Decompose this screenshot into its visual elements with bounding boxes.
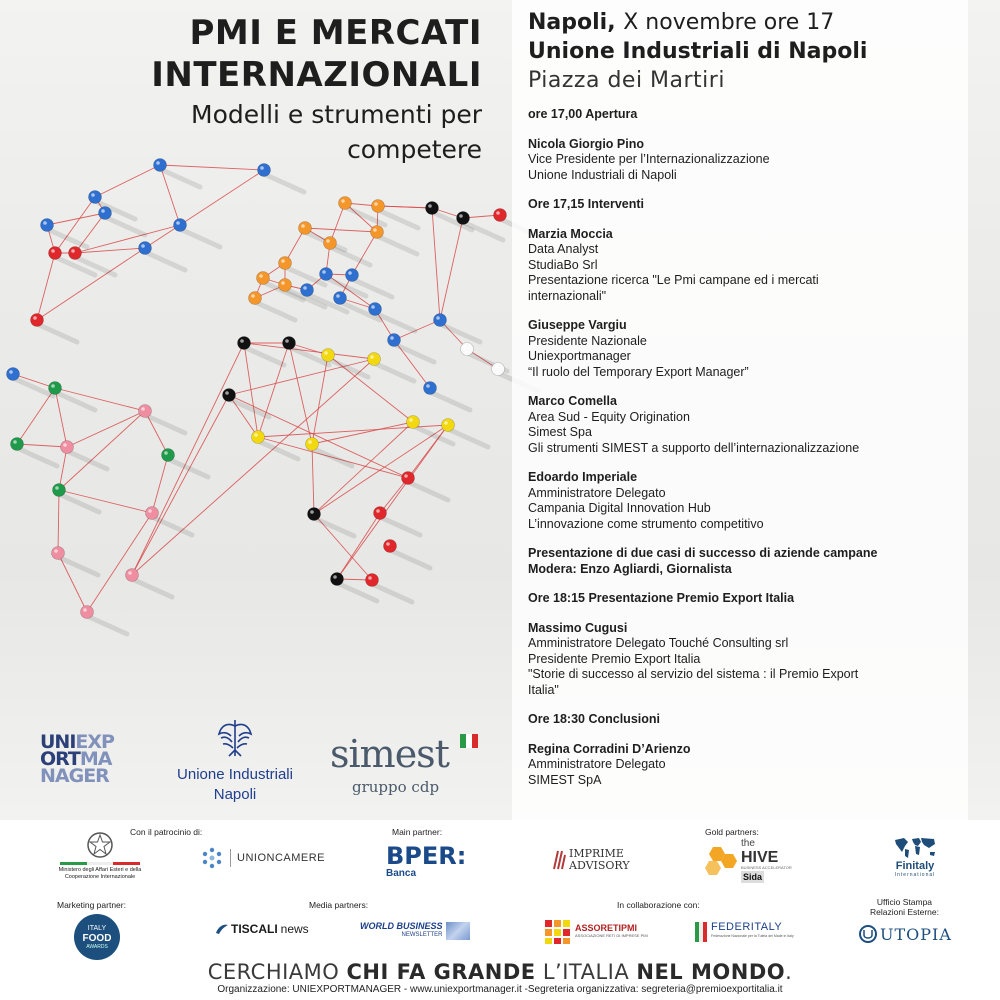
italian-emblem-icon bbox=[85, 830, 115, 860]
pin-shadow bbox=[55, 392, 95, 410]
unione-logo-line-1: Unione Industriali bbox=[177, 766, 293, 783]
thread-line bbox=[312, 444, 314, 514]
speaker-line: Uniexportmanager bbox=[528, 349, 631, 363]
thread-line bbox=[352, 232, 377, 275]
speaker-line: L’innovazione come strumento competitivo bbox=[528, 516, 764, 531]
program-panel bbox=[512, 0, 968, 820]
map-pin bbox=[174, 219, 187, 232]
pin-highlight bbox=[494, 365, 498, 369]
thread-line bbox=[87, 513, 152, 612]
pin-highlight bbox=[303, 286, 307, 290]
pin-highlight bbox=[251, 294, 255, 298]
map-pin bbox=[49, 247, 62, 260]
speaker-line: Presidente Nazionale bbox=[528, 333, 647, 348]
map-pin bbox=[49, 382, 62, 395]
pin-highlight bbox=[341, 199, 345, 203]
pin-highlight bbox=[376, 509, 380, 513]
speaker-line: “Il ruolo del Temporary Export Manager” bbox=[528, 364, 749, 379]
pin-highlight bbox=[428, 204, 432, 208]
pin-shadow bbox=[374, 363, 414, 381]
map-pin bbox=[257, 272, 270, 285]
map-pin bbox=[324, 237, 337, 250]
map-pin bbox=[139, 405, 152, 418]
thread-line bbox=[132, 359, 374, 575]
tiscali-swoosh-icon bbox=[215, 923, 229, 935]
pin-highlight bbox=[409, 418, 413, 422]
ministero-logo bbox=[55, 830, 145, 880]
hive-line-2: HIVE bbox=[741, 849, 779, 866]
ufficio-line-2: Relazioni Esterne: bbox=[870, 907, 939, 917]
pin-highlight bbox=[141, 407, 145, 411]
speaker-line: Gli strumenti SIMEST a supporto dell’internazionalizzazione bbox=[528, 440, 860, 455]
speaker-line: Vice Presidente per l’Internazionalizzazione bbox=[528, 152, 770, 166]
speaker-line: SIMEST SpA bbox=[528, 772, 602, 787]
federitaly-logo bbox=[695, 922, 794, 942]
pin-shadow bbox=[229, 399, 269, 417]
pin-shadow bbox=[17, 448, 57, 466]
pin-shadow bbox=[67, 451, 107, 469]
pin-highlight bbox=[164, 451, 168, 455]
map-pin bbox=[53, 484, 66, 497]
thread-line bbox=[180, 170, 264, 225]
ministero-name: Ministero degli Affari Esteri e della Cooperazione Internazionale bbox=[58, 867, 142, 880]
venue-place: Piazza dei Martiri bbox=[528, 68, 725, 93]
pin-highlight bbox=[463, 345, 467, 349]
ufficio-stampa-label bbox=[870, 897, 939, 917]
uni-logo-row-3: NAGER bbox=[40, 765, 109, 787]
map-pin bbox=[372, 200, 385, 213]
pin-highlight bbox=[386, 542, 390, 546]
pin-highlight bbox=[444, 421, 448, 425]
map-pin bbox=[61, 441, 74, 454]
pin-shadow bbox=[408, 482, 448, 500]
patrocinio-label: Con il patrocinio di: bbox=[130, 827, 203, 837]
map-pin bbox=[320, 268, 333, 281]
map-pin bbox=[238, 337, 251, 350]
federitaly-sub: Federazione Nazionale per la Tutela del Made in Italy bbox=[711, 934, 794, 938]
thread-line bbox=[95, 165, 160, 197]
map-pin bbox=[252, 431, 265, 444]
thread-line bbox=[432, 208, 440, 320]
finitaly-sub: International bbox=[894, 872, 936, 878]
map-pin bbox=[279, 257, 292, 270]
utopia-logo bbox=[858, 924, 952, 944]
pin-highlight bbox=[13, 440, 17, 444]
federitaly-name: FEDERITALY bbox=[711, 921, 783, 933]
pin-highlight bbox=[260, 166, 264, 170]
imprime-line-1: IMPRIME bbox=[569, 847, 624, 860]
italyfood-line-1: ITALY bbox=[87, 924, 107, 932]
speaker-line: Amministratore Delegato bbox=[528, 757, 666, 771]
map-pin bbox=[279, 279, 292, 292]
pin-highlight bbox=[51, 384, 55, 388]
map-pin bbox=[306, 438, 319, 451]
subtitle-line-2: competere bbox=[347, 135, 482, 164]
tiscali-name: TISCALI bbox=[231, 922, 278, 936]
assoretipmi-logo bbox=[545, 920, 648, 944]
pin-highlight bbox=[33, 316, 37, 320]
map-pin bbox=[434, 314, 447, 327]
pin-shadow bbox=[132, 579, 172, 597]
agenda-speaker bbox=[528, 621, 968, 699]
speaker-name: Massimo Cugusi bbox=[528, 620, 628, 635]
pin-highlight bbox=[176, 221, 180, 225]
speaker-line: Italia" bbox=[528, 682, 559, 697]
speaker-line: Area Sud - Equity Origination bbox=[528, 409, 690, 424]
thread-line bbox=[305, 228, 377, 232]
pin-highlight bbox=[390, 336, 394, 340]
pin-highlight bbox=[308, 440, 312, 444]
agenda-cases bbox=[528, 546, 968, 577]
agenda-opening: ore 17,00 Apertura bbox=[528, 107, 638, 121]
pin-shadow bbox=[168, 459, 208, 477]
title-block bbox=[0, 12, 482, 166]
wbn-line-2: NEWSLETTER bbox=[401, 932, 443, 938]
agenda-speaker bbox=[528, 470, 968, 532]
agenda-speaker bbox=[528, 394, 968, 456]
hive-hexagons-icon bbox=[703, 845, 739, 877]
pin-shadow bbox=[314, 518, 354, 536]
speaker-line: Presentazione ricerca "Le Pmi campane ed i mercati bbox=[528, 273, 819, 287]
pin-highlight bbox=[373, 228, 377, 232]
bper-logo bbox=[386, 844, 466, 879]
italyfood-line-2: FOOD bbox=[82, 932, 112, 944]
pin-highlight bbox=[43, 221, 47, 225]
utopia-name: UTOPIA bbox=[880, 924, 952, 944]
speaker-name: Nicola Giorgio Pino bbox=[528, 136, 644, 151]
speaker-line: Amministratore Delegato Touché Consulting srl bbox=[528, 636, 789, 650]
map-pin bbox=[426, 202, 439, 215]
ufficio-line-1: Ufficio Stampa bbox=[876, 897, 933, 907]
pin-highlight bbox=[310, 510, 314, 514]
pin-shadow bbox=[145, 252, 185, 270]
thread-line bbox=[67, 411, 145, 447]
venue-city-date bbox=[528, 8, 968, 37]
map-pin bbox=[81, 606, 94, 619]
map-pin bbox=[299, 222, 312, 235]
pin-shadow bbox=[430, 392, 470, 410]
world-map-icon bbox=[892, 834, 938, 860]
map-pin bbox=[11, 438, 24, 451]
imprime-stripes-icon bbox=[552, 849, 566, 871]
map-pin bbox=[322, 349, 335, 362]
agenda-speaker bbox=[528, 742, 968, 789]
map-pin bbox=[99, 207, 112, 220]
map-pin bbox=[492, 363, 505, 376]
map-pin bbox=[41, 219, 54, 232]
pin-highlight bbox=[326, 239, 330, 243]
media-partners-label: Media partners: bbox=[309, 900, 369, 910]
pin-shadow bbox=[380, 517, 420, 535]
pin-highlight bbox=[259, 274, 263, 278]
agenda-speaker bbox=[528, 227, 968, 305]
map-pin bbox=[374, 507, 387, 520]
hive-tagline: BUSINESS ACCELERATOR bbox=[741, 865, 792, 870]
pin-shadow bbox=[258, 441, 298, 459]
utopia-circle-icon bbox=[858, 924, 878, 944]
speaker-name: Marzia Moccia bbox=[528, 226, 613, 241]
tagline-part: CERCHIAMO bbox=[207, 960, 347, 984]
pin-highlight bbox=[128, 571, 132, 575]
map-pin bbox=[308, 508, 321, 521]
pin-highlight bbox=[404, 474, 408, 478]
speaker-name: Giuseppe Vargiu bbox=[528, 318, 627, 332]
map-pin bbox=[331, 573, 344, 586]
agenda-closing: Ore 18:30 Conclusioni bbox=[528, 712, 660, 726]
italian-flag-icon bbox=[460, 734, 478, 748]
pin-highlight bbox=[281, 259, 285, 263]
thread-line bbox=[17, 444, 67, 447]
unione-industriali-logo bbox=[160, 716, 310, 805]
map-pin bbox=[126, 569, 139, 582]
map-pin bbox=[407, 416, 420, 429]
map-pin bbox=[457, 212, 470, 225]
map-pin bbox=[368, 353, 381, 366]
pin-shadow bbox=[390, 550, 430, 568]
the-hive-logo bbox=[703, 838, 792, 883]
speaker-line: Presidente Premio Export Italia bbox=[528, 651, 701, 666]
finitaly-name: Finitaly bbox=[895, 860, 935, 872]
map-pin bbox=[494, 209, 507, 222]
speaker-line: Unione Industriali di Napoli bbox=[528, 167, 677, 182]
map-pin bbox=[366, 574, 379, 587]
federitaly-flag-icon bbox=[695, 922, 707, 942]
pin-highlight bbox=[254, 433, 258, 437]
map-pin bbox=[346, 269, 359, 282]
venue-organization: Unione Industriali di Napoli bbox=[528, 39, 868, 64]
thread-line bbox=[440, 218, 463, 320]
cases-line-2: Modera: Enzo Agliardi, Giornalista bbox=[528, 561, 732, 576]
pin-highlight bbox=[9, 370, 13, 374]
map-pin bbox=[89, 191, 102, 204]
map-pin bbox=[146, 507, 159, 520]
thread-line bbox=[58, 490, 59, 553]
tagline-part: . bbox=[785, 960, 793, 984]
imprime-advisory-logo bbox=[552, 848, 630, 872]
marketing-partner-label: Marketing partner: bbox=[57, 900, 126, 910]
speaker-line: "Storie di successo al servizio del sistema : il Premio Export bbox=[528, 667, 859, 681]
pin-highlight bbox=[426, 384, 430, 388]
imprime-line-2: ADVISORY bbox=[569, 859, 630, 872]
unione-logo-line-2: Napoli bbox=[213, 786, 257, 803]
uniexportmanager-logo bbox=[40, 731, 130, 787]
italyfood-line-3: AWARDS bbox=[86, 943, 108, 950]
agenda-speaker bbox=[528, 137, 968, 184]
pin-highlight bbox=[55, 486, 59, 490]
thread-line bbox=[314, 425, 448, 514]
pin-highlight bbox=[459, 214, 463, 218]
pin-shadow bbox=[145, 415, 185, 433]
pin-shadow bbox=[105, 217, 145, 235]
pin-shadow bbox=[330, 247, 370, 265]
pin-highlight bbox=[285, 339, 289, 343]
pin-shadow bbox=[264, 174, 304, 192]
uni-logo-row-2: ORTMA bbox=[40, 748, 112, 770]
pin-highlight bbox=[51, 249, 55, 253]
pin-highlight bbox=[91, 193, 95, 197]
map-pin bbox=[52, 547, 65, 560]
unioncamere-snowflake-icon bbox=[200, 846, 224, 870]
pin-highlight bbox=[368, 576, 372, 580]
pin-shadow bbox=[255, 302, 295, 320]
thread-line bbox=[337, 425, 448, 579]
tiscali-news: news bbox=[280, 922, 309, 936]
map-pin bbox=[7, 368, 20, 381]
speaker-line: StudiaBo Srl bbox=[528, 257, 598, 272]
map-pin bbox=[249, 292, 262, 305]
speaker-line: Data Analyst bbox=[528, 242, 599, 256]
map-pin bbox=[301, 284, 314, 297]
pin-highlight bbox=[101, 209, 105, 213]
simest-wordmark: simest bbox=[330, 732, 449, 776]
pin-shadow bbox=[312, 448, 352, 466]
map-pin bbox=[283, 337, 296, 350]
tagline-part-bold: NEL MONDO bbox=[636, 960, 786, 984]
pin-highlight bbox=[322, 270, 326, 274]
map-pin bbox=[139, 242, 152, 255]
subtitle-line-1: Modelli e strumenti per bbox=[191, 100, 482, 129]
speaker-name: Marco Comella bbox=[528, 394, 617, 408]
speaker-name: Regina Corradini D’Arienzo bbox=[528, 741, 691, 756]
map-pin bbox=[339, 197, 352, 210]
map-pin bbox=[388, 334, 401, 347]
finitaly-logo bbox=[880, 834, 950, 878]
assoretipmi-squares-icon bbox=[545, 920, 571, 944]
unioncamere-name: UNIONCAMERE bbox=[237, 852, 326, 864]
map-pin bbox=[402, 472, 415, 485]
pin-shadow bbox=[47, 229, 87, 247]
cases-line-1: Presentazione di due casi di successo di aziende campane bbox=[528, 546, 878, 560]
pin-highlight bbox=[496, 211, 500, 215]
bper-sub: Banca bbox=[386, 868, 417, 879]
pin-highlight bbox=[333, 575, 337, 579]
venue-city: Napoli, bbox=[528, 10, 616, 35]
speaker-line: Amministratore Delegato bbox=[528, 485, 666, 500]
pin-highlight bbox=[374, 202, 378, 206]
tagline-part: L’ITALIA bbox=[535, 960, 637, 984]
pin-highlight bbox=[148, 509, 152, 513]
footer-tagline bbox=[0, 960, 1000, 984]
map-pin bbox=[442, 419, 455, 432]
pin-highlight bbox=[63, 443, 67, 447]
tagline-part-bold: CHI FA GRANDE bbox=[346, 960, 536, 984]
pin-shadow bbox=[87, 616, 127, 634]
map-pin bbox=[334, 292, 347, 305]
simest-subtitle: gruppo cdp bbox=[352, 778, 440, 796]
agenda bbox=[528, 107, 968, 788]
pin-highlight bbox=[141, 244, 145, 248]
pin-highlight bbox=[83, 608, 87, 612]
unioncamere-logo bbox=[200, 846, 325, 870]
map-pin bbox=[223, 389, 236, 402]
main-partner-label: Main partner: bbox=[392, 827, 443, 837]
agenda-interventi: Ore 17,15 Interventi bbox=[528, 197, 645, 211]
map-pin bbox=[424, 382, 437, 395]
pin-highlight bbox=[54, 549, 58, 553]
pin-highlight bbox=[370, 355, 374, 359]
sida-logo: Sida bbox=[743, 872, 763, 882]
pin-highlight bbox=[336, 294, 340, 298]
title-line-2: INTERNAZIONALI bbox=[151, 55, 482, 95]
pin-highlight bbox=[436, 316, 440, 320]
thread-line bbox=[337, 513, 380, 579]
pin-highlight bbox=[71, 249, 75, 253]
venue-date: X novembre ore 17 bbox=[623, 10, 835, 35]
pin-shadow bbox=[440, 324, 480, 342]
wbn-line-1: WORLD BUSINESS bbox=[360, 921, 443, 931]
agenda-premio: Ore 18:15 Presentazione Premio Export Italia bbox=[528, 591, 795, 605]
map-pin bbox=[31, 314, 44, 327]
eagle-icon bbox=[213, 716, 257, 760]
uni-logo-row-1: UNIEXP bbox=[40, 731, 114, 753]
title-line-1: PMI E MERCATI bbox=[189, 13, 482, 53]
thread-line bbox=[152, 455, 168, 513]
thread-line bbox=[244, 343, 258, 437]
map-pin bbox=[461, 343, 474, 356]
pin-shadow bbox=[377, 236, 417, 254]
pin-shadow bbox=[37, 324, 77, 342]
thread-line bbox=[55, 197, 95, 253]
thread-line bbox=[132, 343, 244, 575]
pin-highlight bbox=[225, 391, 229, 395]
agenda-speaker bbox=[528, 318, 968, 380]
map-pin bbox=[162, 449, 175, 462]
footer-contact: Organizzazione: UNIEXPORTMANAGER - www.uniexportmanager.it -Segreteria organizzativa: segreteria@premioexportitalia.it bbox=[217, 984, 783, 995]
bper-wordmark: BPER: bbox=[386, 842, 467, 870]
speaker-line: internazionali" bbox=[528, 288, 607, 303]
thread-line bbox=[314, 422, 413, 514]
wbn-image-icon bbox=[446, 922, 470, 940]
pin-highlight bbox=[324, 351, 328, 355]
gold-partners-label: Gold partners: bbox=[705, 827, 759, 837]
pin-shadow bbox=[394, 344, 434, 362]
hive-line-1: the bbox=[741, 838, 755, 849]
pin-shadow bbox=[244, 347, 284, 365]
world-business-newsletter-logo bbox=[360, 922, 470, 940]
assoretipmi-name: ASSORETIPMI bbox=[575, 923, 638, 933]
speaker-line: Simest Spa bbox=[528, 425, 592, 439]
pin-shadow bbox=[59, 494, 99, 512]
collaborazione-label: In collaborazione con: bbox=[617, 900, 700, 910]
map-pin bbox=[371, 226, 384, 239]
pin-shadow bbox=[180, 229, 220, 247]
pin-highlight bbox=[371, 305, 375, 309]
pin-highlight bbox=[281, 281, 285, 285]
map-pin bbox=[384, 540, 397, 553]
thread-line bbox=[378, 206, 432, 208]
simest-logo bbox=[330, 734, 480, 796]
assoretipmi-sub: ASSOCIAZIONE RETI DI IMPRESE PMI bbox=[575, 933, 648, 938]
speaker-name: Edoardo Imperiale bbox=[528, 470, 638, 484]
pin-highlight bbox=[240, 339, 244, 343]
thread-line bbox=[132, 395, 229, 575]
map-pin bbox=[69, 247, 82, 260]
thread-line bbox=[312, 355, 328, 444]
tiscali-news-logo bbox=[215, 922, 309, 936]
map-pin bbox=[369, 303, 382, 316]
pin-highlight bbox=[301, 224, 305, 228]
speaker-line: Campania Digital Innovation Hub bbox=[528, 501, 711, 515]
pin-highlight bbox=[348, 271, 352, 275]
italy-food-awards-logo bbox=[74, 914, 120, 960]
